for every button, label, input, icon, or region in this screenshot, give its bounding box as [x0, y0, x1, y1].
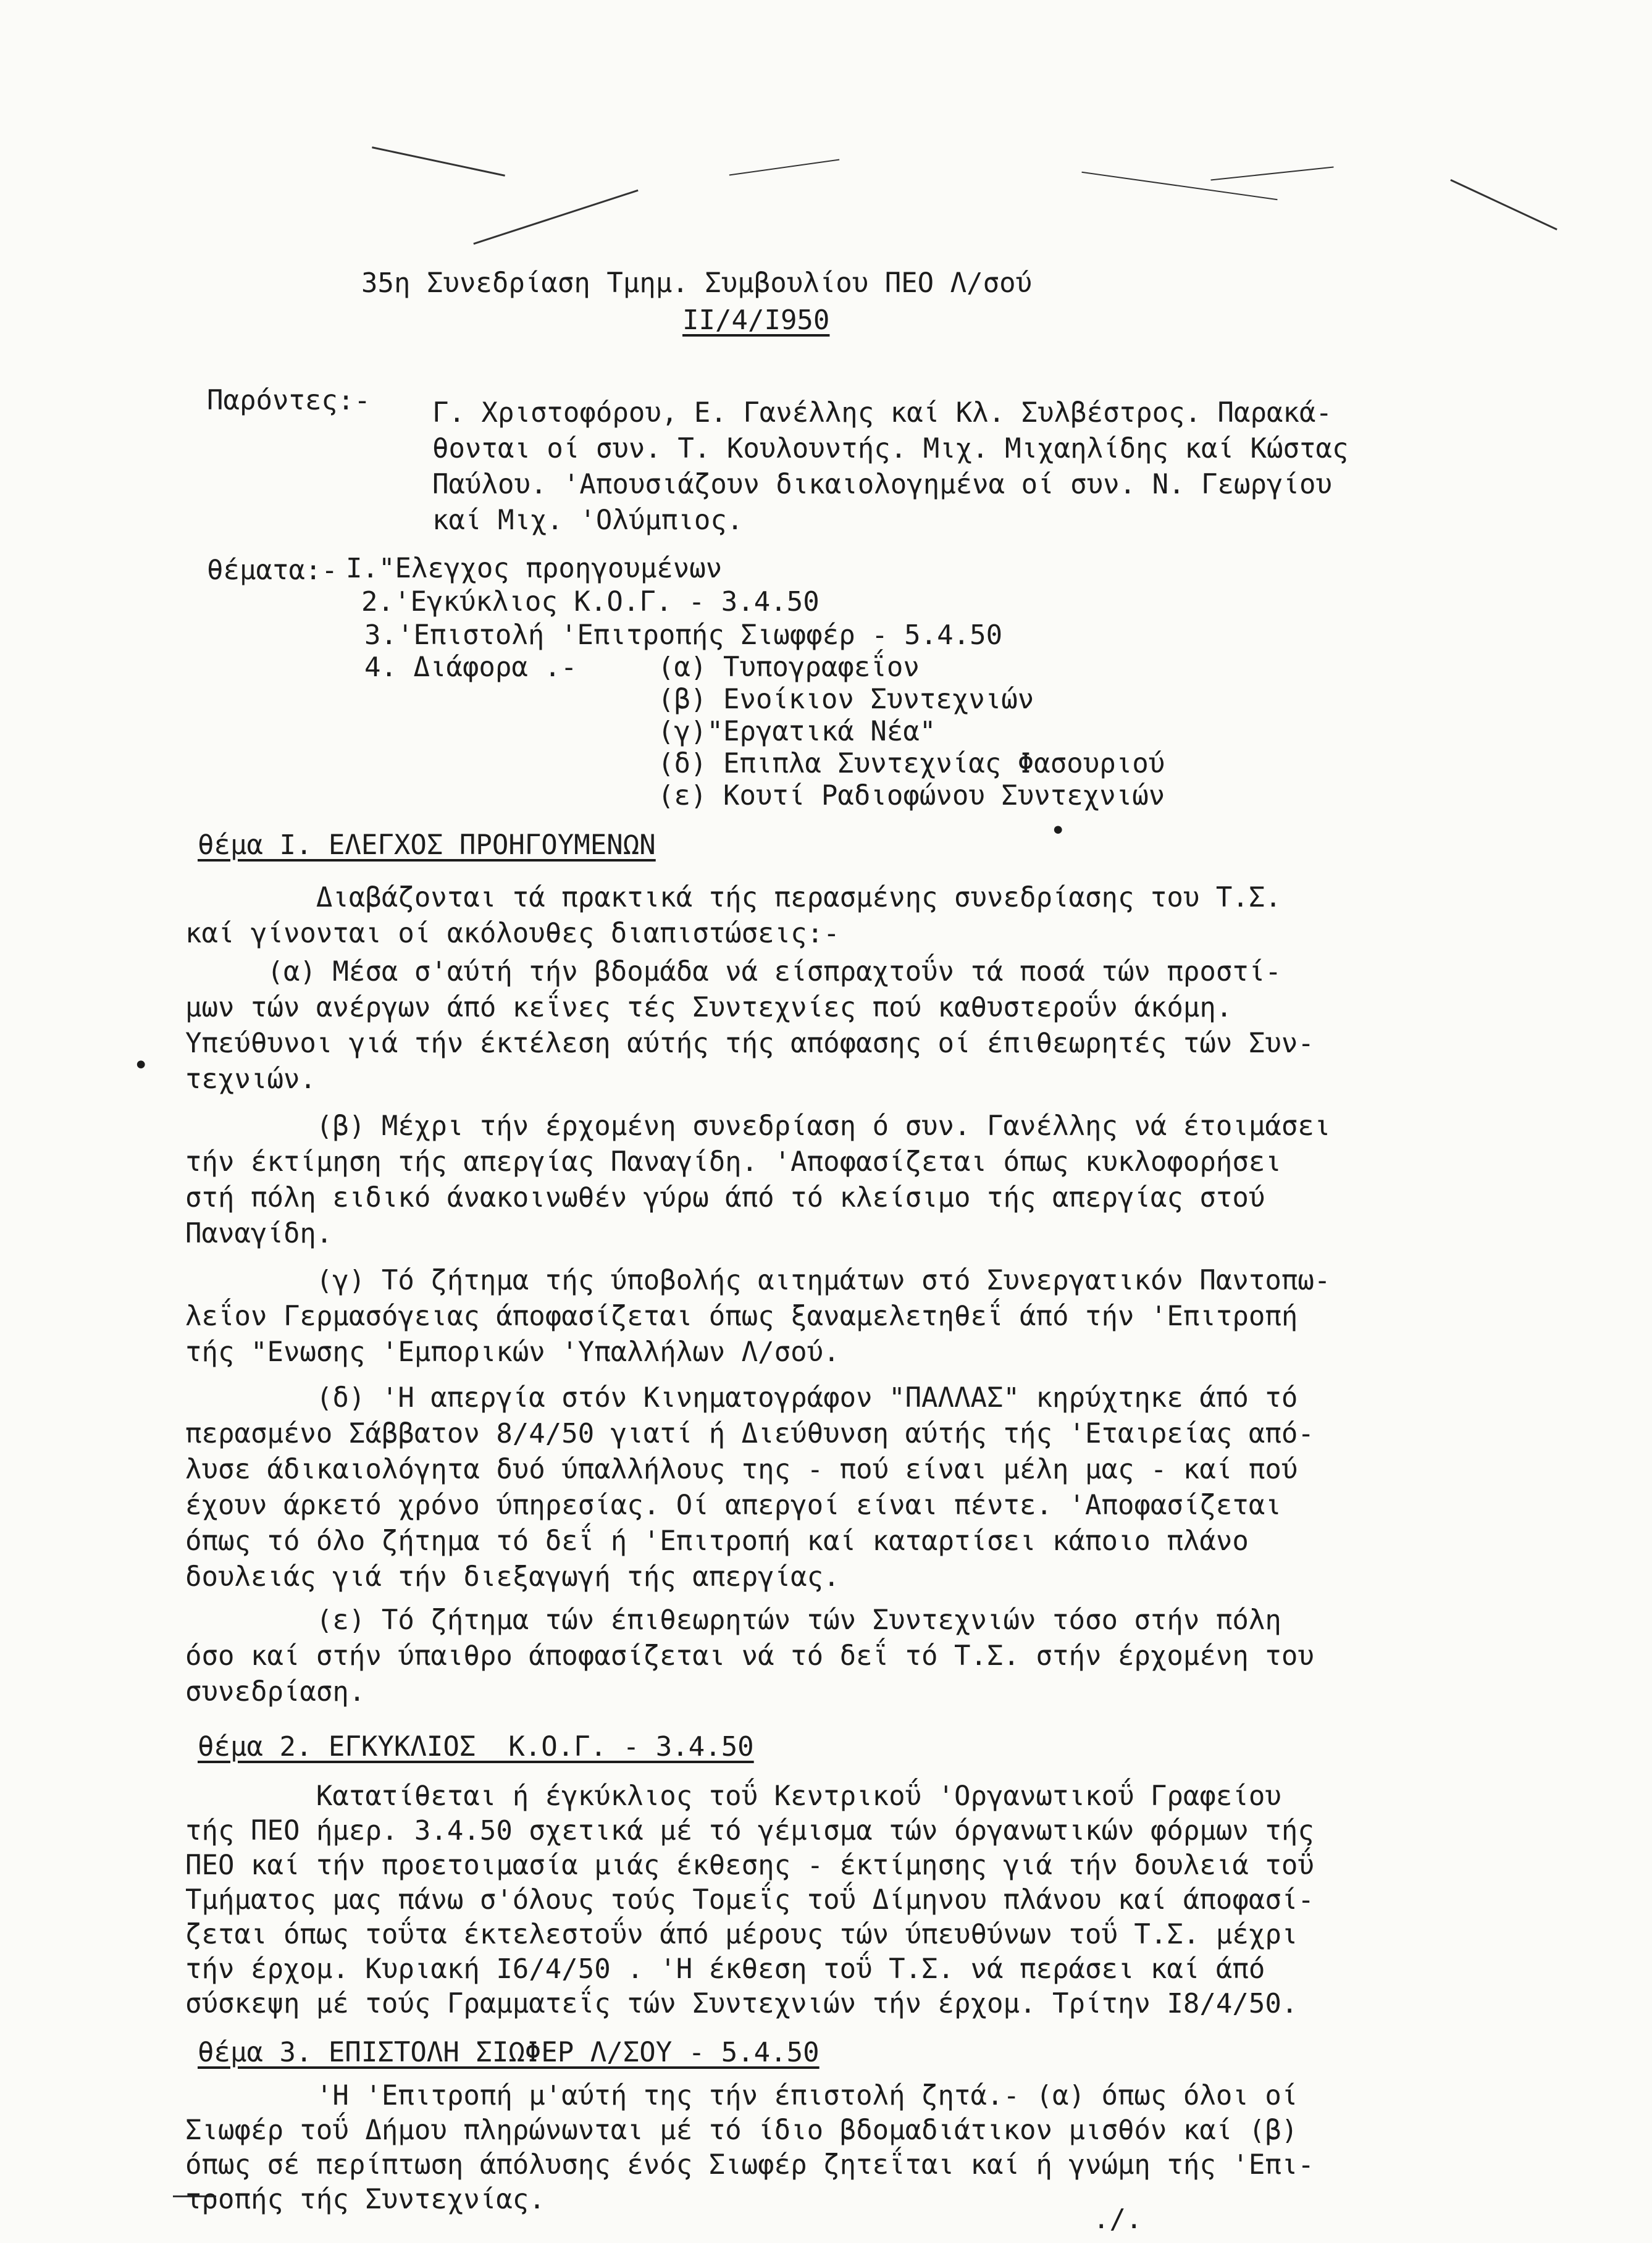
- present-line: Παύλου. 'Απουσιάζουν δικαιολογημένα οί συν. Ν. Γεωργίου: [432, 469, 1332, 500]
- agenda-item: 2.'Εγκύκλιος Κ.Ο.Γ. - 3.4.50: [361, 586, 820, 618]
- present-label: Παρόντες:-: [207, 385, 371, 416]
- agenda-label: θέματα:-: [207, 555, 338, 586]
- paragraph-line: συνεδρίαση.: [185, 1676, 366, 1708]
- paragraph-line: τήν έκτίμηση τής απεργίας Παναγίδη. 'Αποφασίζεται όπως κυκλοφορήσει: [185, 1146, 1281, 1178]
- present-line: θονται οί συν. Τ. Κουλουντής. Μιχ. Μιχαηλίδης καί Κώστας: [432, 433, 1349, 464]
- meeting-title: 35η Συνεδρίαση Τμημ. Συμβουλίου ΠΕΟ Λ/σού: [361, 267, 1033, 299]
- paragraph-line: λεΐον Γερμασόγειας άποφασίζεται όπως ξαναμελετηθεΐ άπό τήν 'Επιτροπή: [185, 1301, 1298, 1332]
- paragraph-line: (δ) 'Η απεργία στόν Κινηματογράφον "ΠΑΛΛΑΣ" κηρύχτηκε άπό τό: [185, 1382, 1298, 1414]
- paragraph-line: έχουν άρκετό χρόνο ύπηρεσίας. Οί απεργοί είναι πέντε. 'Αποφασίζεται: [185, 1490, 1281, 1521]
- meeting-date: II/4/I950: [682, 304, 830, 336]
- agenda-item: 3.'Επιστολή 'Επιτροπής Σιωφφέρ - 5.4.50: [364, 619, 1003, 651]
- paragraph-line: τής ΠΕΟ ήμερ. 3.4.50 σχετικά μέ τό γέμισμα τών όργανωτικών φόρμων τής: [185, 1815, 1314, 1847]
- paragraph-line: ζεται όπως τοΰτα έκτελεστοΰν άπό μέρους τών ύπευθύνων τοΰ Τ.Σ. μέχρι: [185, 1919, 1298, 1950]
- agenda-subitem: (γ)"Εργατικά Νέα": [658, 716, 936, 747]
- paragraph-line: Τμήματος μας πάνω σ'όλους τούς Τομεΐς τοΰ Δίμηνου πλάνου καί άποφασί-: [185, 1884, 1314, 1916]
- continuation-mark: ./.: [1093, 2203, 1143, 2235]
- paragraph-line: δουλειάς γιά τήν διεξαγωγή τής απεργίας.: [185, 1561, 840, 1593]
- section-heading: θέμα 2. ΕΓΚΥΚΛΙΟΣ Κ.Ο.Γ. - 3.4.50: [198, 1731, 754, 1763]
- paragraph-line: Κατατίθεται ή έγκύκλιος τοΰ Κεντρικοΰ 'Οργανωτικοΰ Γραφείου: [185, 1780, 1281, 1812]
- ink-dot: •: [1050, 815, 1067, 847]
- paragraph-line: (γ) Τό ζήτημα τής ύποβολής αιτημάτων στό Συνεργατικόν Παντοπω-: [185, 1265, 1331, 1296]
- paragraph-line: όσο καί στήν ύπαιθρο άποφασίζεται νά τό δεΐ τό Τ.Σ. στήν έρχομένη του: [185, 1640, 1314, 1672]
- agenda-subitem: (α) Τυπογραφεΐον: [658, 652, 920, 683]
- paragraph-line: σύσκεψη μέ τούς Γραμματεΐς τών Συντεχνιών τήν έρχομ. Τρίτην I8/4/50.: [185, 1988, 1298, 2019]
- scan-stroke: [372, 146, 505, 177]
- paragraph-line: όπως τό όλο ζήτημα τό δεΐ ή 'Επιτροπή καί καταρτίσει κάποιο πλάνο: [185, 1525, 1249, 1557]
- scan-stroke: [729, 159, 840, 175]
- present-line: καί Μιχ. 'Ολύμπιος.: [432, 505, 744, 536]
- scan-stroke: [1210, 167, 1333, 181]
- paragraph-line: (α) Μέσα σ'αύτή τήν βδομάδα νά είσπραχτοΰν τά ποσά τών προστί-: [185, 956, 1281, 987]
- agenda-subitem: (ε) Κουτί Ραδιοφώνου Συντεχνιών: [658, 780, 1165, 811]
- paragraph-line: τροπής τής Συντεχνίας.: [185, 2184, 545, 2215]
- paragraph-line: τής "Ενωσης 'Εμπορικών 'Υπαλλήλων Λ/σού.: [185, 1336, 840, 1368]
- paragraph-line: Υπεύθυνοι γιά τήν έκτέλεση αύτής τής απόφασης οί έπιθεωρητές τών Συν-: [185, 1028, 1314, 1059]
- paragraph-line: Παναγίδη.: [185, 1218, 333, 1249]
- present-line: Γ. Χριστοφόρου, Ε. Γανέλλης καί Κλ. Συλβέστρος. Παρακά-: [432, 397, 1332, 429]
- paragraph-line: τήν έρχομ. Κυριακή I6/4/50 . 'Η έκθεση τοΰ Τ.Σ. νά περάσει καί άπό: [185, 1953, 1265, 1985]
- paragraph-line: Σιωφέρ τοΰ Δήμου πληρώνωνται μέ τό ίδιο βδομαδιάτικον μισθόν καί (β): [185, 2115, 1298, 2146]
- scan-stroke: [1450, 179, 1557, 230]
- scan-stroke: [473, 190, 638, 245]
- paragraph-line: μων τών ανέργων άπό κεΐνες τές Συντεχνίες πού καθυστεροΰν άκόμη.: [185, 992, 1233, 1023]
- section-heading: θέμα 3. ΕΠΙΣΤΟΛΗ ΣΙΩΦΕΡ Λ/ΣΟΥ - 5.4.50: [198, 2037, 820, 2068]
- paragraph-line: περασμένο Σάββατον 8/4/50 γιατί ή Διεύθυνση αύτής τής 'Εταιρείας από-: [185, 1418, 1314, 1449]
- paragraph-line: (ε) Τό ζήτημα τών έπιθεωρητών τών Συντεχνιών τόσο στήν πόλη: [185, 1604, 1281, 1636]
- paragraph-line: στή πόλη ειδικό άνακοινωθέν γύρω άπό τό κλείσιμο τής απεργίας στού: [185, 1182, 1265, 1214]
- ink-dot: •: [133, 1050, 149, 1081]
- paragraph-line: λυσε άδικαιολόγητα δυό ύπαλλήλους της - πού είναι μέλη μας - καί πού: [185, 1454, 1298, 1485]
- paragraph-line: 'Η 'Επιτροπή μ'αύτή της τήν έπιστολή ζητά.- (α) όπως όλοι οί: [185, 2080, 1298, 2111]
- paragraph-line: (β) Μέχρι τήν έρχομένη συνεδρίαση ό συν. Γανέλλης νά έτοιμάσει: [185, 1110, 1331, 1142]
- section-heading: θέμα I. ΕΛΕΓΧΟΣ ΠΡΟΗΓΟΥΜΕΝΩΝ: [198, 829, 656, 861]
- agenda-item: I."Ελεγχος προηγουμένων: [346, 553, 723, 584]
- agenda-subitem: (β) Ενοίκιον Συντεχνιών: [658, 684, 1034, 715]
- paragraph-line: καί γίνονται οί ακόλουθες διαπιστώσεις:-: [185, 918, 840, 949]
- paragraph-line: όπως σέ περίπτωση άπόλυσης ένός Σιωφέρ ζητεΐται καί ή γνώμη τής 'Επι-: [185, 2149, 1314, 2181]
- paragraph-line: ΠΕΟ καί τήν προετοιμασία μιάς έκθεσης - έκτίμησης γιά τήν δουλειά τοΰ: [185, 1850, 1314, 1881]
- agenda-item: 4. Διάφορα .-: [364, 652, 577, 683]
- agenda-subitem: (δ) Επιπλα Συντεχνίας Φασουριού: [658, 748, 1165, 779]
- paragraph-line: τεχνιών.: [185, 1063, 316, 1095]
- paragraph-line: Διαβάζονται τά πρακτικά τής περασμένης συνεδρίασης του Τ.Σ.: [185, 882, 1281, 913]
